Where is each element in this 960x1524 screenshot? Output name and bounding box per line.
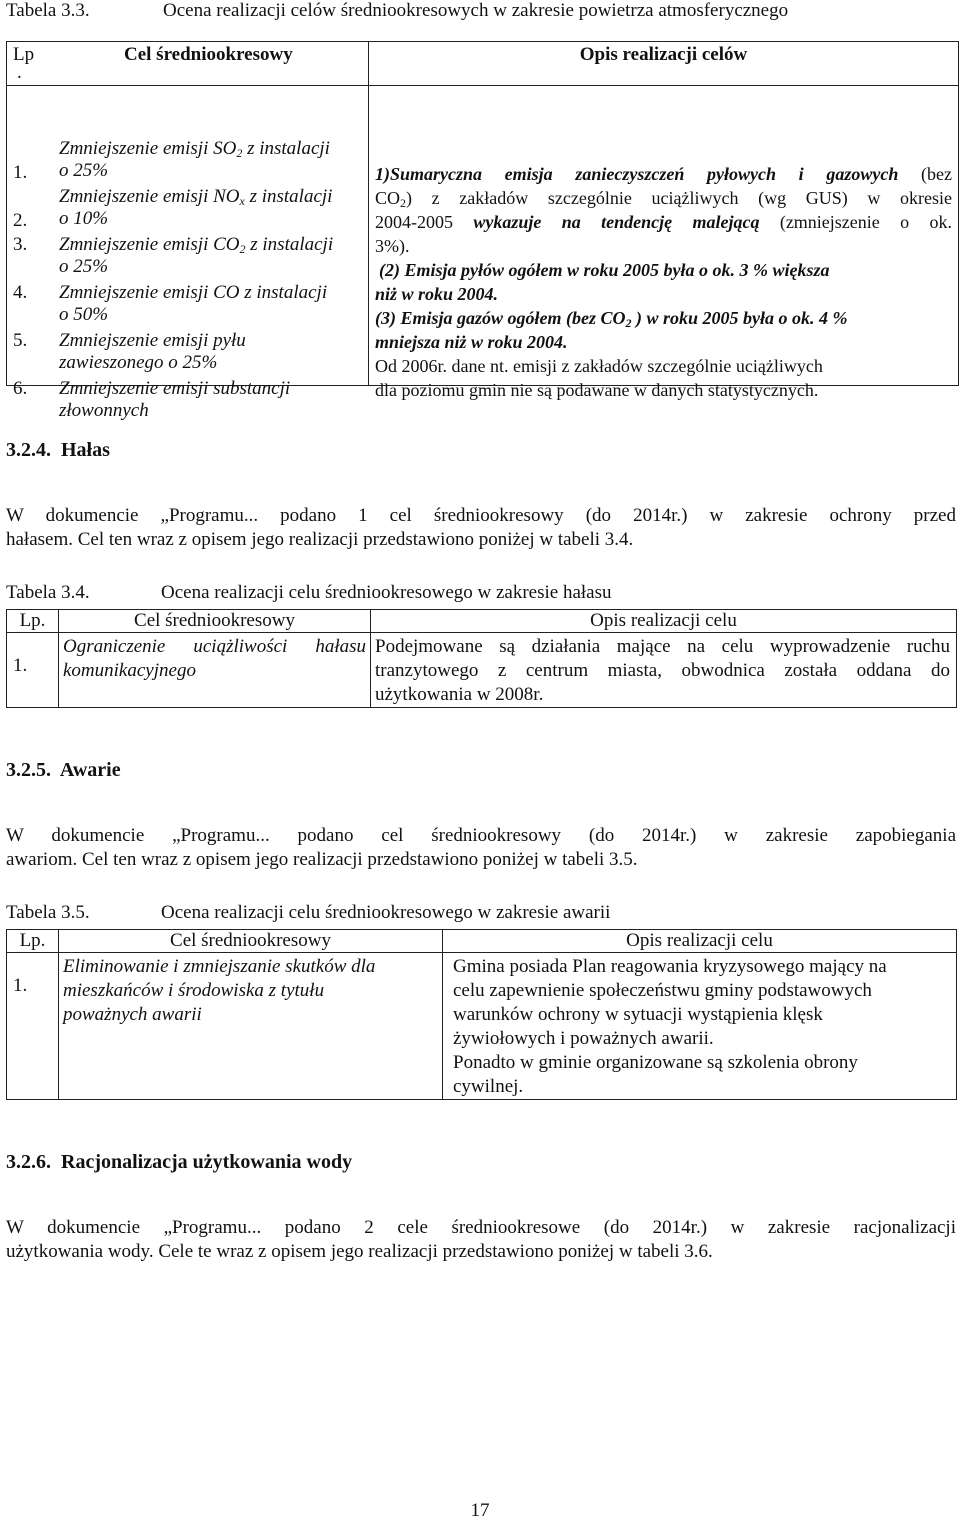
goal-number: 5. xyxy=(13,330,28,351)
column-header-description: Opis realizacji celów xyxy=(579,44,748,65)
goal-number: 4. xyxy=(13,282,28,303)
column-header-goal: Cel średniookresowy xyxy=(59,930,443,953)
column-header-description: Opis realizacji celu xyxy=(443,930,957,953)
goals-cell xyxy=(7,86,369,421)
section-paragraph: W dokumencie „Programu... podano 1 cel średniookresowy (do 2014r.) w zakresie ochrony przed hałasem. Cel ten wraz z opisem jego realizacji przedstawiono poniżej w tabeli 3.4. xyxy=(6,505,956,550)
goal-item: Zmniejszenie emisji $CO_2$ z instalacji o 25% xyxy=(59,234,334,277)
table-3-3 xyxy=(6,41,959,421)
column-header-goal: Cel średniookresowy xyxy=(59,610,371,633)
goal-item: Zmniejszenie emisji $SO_2$ z instalacji o 25% xyxy=(59,138,330,181)
goal-item: Zmniejszenie emisji pyłu zawieszonego o 25% xyxy=(59,330,246,373)
description-cell xyxy=(443,953,957,1100)
section-paragraph: W dokumencie „Programu... podano 2 cele średniookresowe (do 2014r.) w zakresie racjonalizacji użytkowania wody. Cele te wraz z opisem jego realizacji przedstawiono poniżej w tabeli 3.6. xyxy=(6,1217,956,1262)
caption-number: Tabela 3.4. xyxy=(6,582,90,603)
table-header-desc-cell xyxy=(369,42,959,86)
column-header-description: Opis realizacji celu xyxy=(371,610,957,633)
column-header-lp-dot: . xyxy=(17,62,22,83)
section-heading-awarie: 3.2.5. Awarie xyxy=(6,759,121,781)
goal-number: 6. xyxy=(13,378,28,399)
section-heading-woda: 3.2.6. Racjonalizacja użytkowania wody xyxy=(6,1151,353,1173)
table-3-4-caption xyxy=(6,582,956,606)
page-number: 17 xyxy=(470,1500,490,1521)
goal-item: Zmniejszenie emisji $NO_x$ z instalacji o 10% xyxy=(59,186,333,229)
caption-number: Tabela 3.5. xyxy=(6,902,90,923)
table-3-5-caption xyxy=(6,902,956,926)
caption-title: Ocena realizacji celów średniookresowych w zakresie powietrza atmosferycznego xyxy=(163,0,789,21)
goal-text: Eliminowanie i zmniejszanie skutków dla mieszkańców i środowiska z tytułu poważnych awarii xyxy=(63,956,376,1025)
row-number: 1. xyxy=(13,975,28,996)
table-3-5 xyxy=(6,929,957,1100)
row-number-cell xyxy=(7,953,59,1100)
caption-title: Ocena realizacji celu średniookresowego w zakresie awarii xyxy=(161,902,611,923)
description-cell xyxy=(369,86,959,400)
goal-number: 2. xyxy=(13,210,28,231)
table-3-3-caption xyxy=(6,0,956,26)
caption-title: Ocena realizacji celu średniookresowego w zakresie hałasu xyxy=(161,582,612,603)
description-text: 1)Sumaryczna emisja zanieczyszczeń pyłowych i gazowych (bez $CO_2$) z zakładów szczególnie uciążliwych (wg GUS) w okresie 2004-2005 wykazuje na tendencję malejącą (zmniejszenie o ok. 3%). (2) Emisja pyłów ogółem w roku 2005 była o ok. 3 % większa niż w roku 2004. (3) Emisja gazów ogółem (bez $CO_2$ ) w roku 2005 była o ok. 4 % mniejsza niż w roku 2004. Od 2006r. dane nt. emisji z zakładów szczególnie uciążliwych dla poziomu gmin nie są podawane w danych statystycznych. xyxy=(375,164,953,400)
goal-cell xyxy=(59,633,371,708)
table-header-goal-cell xyxy=(7,42,369,86)
column-header-lp: Lp xyxy=(13,44,35,65)
description-cell xyxy=(371,633,957,708)
section-heading-halas: 3.2.4. Hałas xyxy=(6,439,110,461)
goal-number: 1. xyxy=(13,162,28,183)
goal-item: Zmniejszenie emisji CO z instalacji o 50% xyxy=(59,282,328,325)
goal-cell xyxy=(59,953,443,1100)
row-number: 1. xyxy=(13,655,28,676)
description-text: Gmina posiada Plan reagowania kryzysowego mający na celu zapewnienie społeczeństwu gminy podstawowych warunków ochrony w sytuacji wystąpienia klęsk żywiołowych i poważnych awarii. Ponadto w gminie organizowane są szkolenia obrony cywilnej. xyxy=(453,956,887,1097)
caption-number: Tabela 3.3. xyxy=(6,0,90,21)
column-header-lp: Lp. xyxy=(7,930,59,953)
column-header-goal: Cel średniookresowy xyxy=(124,44,293,65)
description-text: Podejmowane są działania mające na celu wyprowadzenie ruchu tranzytowego z centrum miasta, obwodnica została oddana do użytkowania w 2008r. xyxy=(375,636,950,705)
goal-number: 3. xyxy=(13,234,28,255)
goal-text: Ograniczenie uciążliwości hałasu komunikacyjnego xyxy=(63,636,366,681)
goal-item: Zmniejszenie emisji substancji złowonnych xyxy=(59,378,291,421)
section-paragraph: W dokumencie „Programu... podano cel średniookresowy (do 2014r.) w zakresie zapobiegania awariom. Cel ten wraz z opisem jego realizacji przedstawiono poniżej w tabeli 3.5. xyxy=(6,825,956,870)
table-3-4 xyxy=(6,609,957,708)
row-number-cell xyxy=(7,633,59,708)
column-header-lp: Lp. xyxy=(7,610,59,633)
